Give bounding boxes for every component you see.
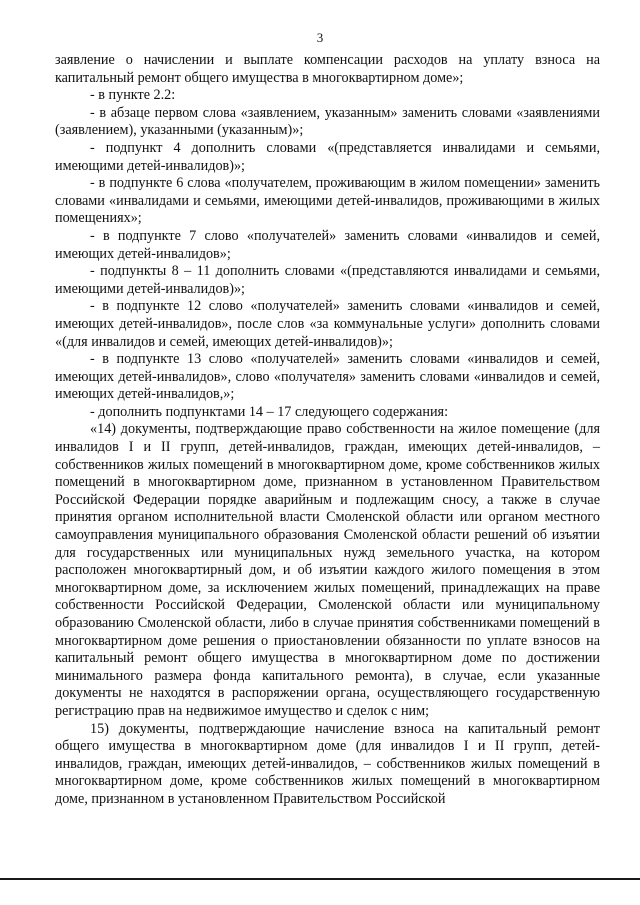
paragraph-add-subitems: - дополнить подпунктами 14 – 17 следующего содержания: [90, 403, 449, 420]
paragraph-subitem-15: 15) документы, подтверждающие начисление взноса на капитальный ремонт общего имущества в многоквартирном доме (для инвалидов I и II групп, детей-инвалидов, граждан, имеющих детей-инвалидов, – собственников жилых помещений в многоквартирном доме, кроме собственников жилых помещений в многоквартирном доме, признанном в установленном Правительством Российской [55, 720, 600, 807]
paragraph-abzac-1: - в абзаце первом слова «заявлением, указанным» заменить словами «заявлениями (заявлением), указанными (указанным)»; [55, 104, 600, 139]
paragraph-subitem-6: - в подпункте 6 слова «получателем, проживающим в жилом помещении» заменить словами «инвалидами и семьями, имеющими детей-инвалидов, проживающими в жилых помещениях»; [55, 175, 600, 227]
paragraph-subitems-8-11: - подпункты 8 – 11 дополнить словами «(представляются инвалидами и семьями, имеющими детей-инвалидов)»; [55, 263, 600, 297]
page-number: 3 [316, 30, 324, 45]
paragraph-item-2-2: - в пункте 2.2: [90, 87, 176, 104]
paragraph-subitem-12: - в подпункте 12 слово «получателей» заменить словами «инвалидов и семей, имеющих детей-инвалидов», после слов «за коммунальные услуги» дополнить словами «(для инвалидов и семей, имеющих детей-инвалидов)»; [55, 298, 600, 350]
page-bottom-rule [0, 878, 640, 880]
paragraph-subitem-4: - подпункт 4 дополнить словами «(представляется инвалидами и семьями, имеющими детей-инвалидов)»; [55, 139, 600, 174]
paragraph-continuation: заявление о начислении и выплате компенсации расходов на уплату взноса на капитальный ремонт общего имущества в многоквартирном доме»; [55, 52, 600, 86]
paragraph-subitem-13: - в подпункте 13 слово «получателей» заменить словами «инвалидов и семей, имеющих детей-инвалидов», слово «получателя» заменить словами «инвалидов и семей, имеющих детей-инвалидов,»; [55, 351, 600, 403]
document-body [55, 52, 600, 809]
paragraph-subitem-14: «14) документы, подтверждающие право собственности на жилое помещение (для инвалидов I и II групп, детей-инвалидов, граждан, имеющих детей-инвалидов, – собственников жилых помещений в многоквартирном доме, кроме собственников жилых помещений в многоквартирном доме, признанном в установленном Правительством Российской Федерации порядке аварийным и подлежащим сносу, а также в случае принятия органом исполнительной власти Смоленской области или органом местного самоуправления муниципального образования Смоленской области решений об изъятии для государственных или муниципальных нужд земельного участка, на котором расположен многоквартирный дом, и об изъятии каждого жилого помещения в этом многоквартирном доме, за исключением жилых помещений, принадлежащих на праве собственности Российской Федерации, Смоленской области или муниципальному образованию Смоленской области, либо в случае принятия собственниками помещений в многоквартирном доме решения о приостановлении обязанности по уплате взносов на капитальный ремонт общего имущества в многоквартирном доме по достижении минимального размера фонда капитального ремонта), в случае, если указанные документы не находятся в распоряжении органа, осуществляющего государственную регистрацию прав на недвижимое имущество и сделок с ним; [55, 421, 600, 719]
paragraph-subitem-7: - в подпункте 7 слово «получателей» заменить словами «инвалидов и семей, имеющих детей-инвалидов»; [55, 227, 600, 262]
